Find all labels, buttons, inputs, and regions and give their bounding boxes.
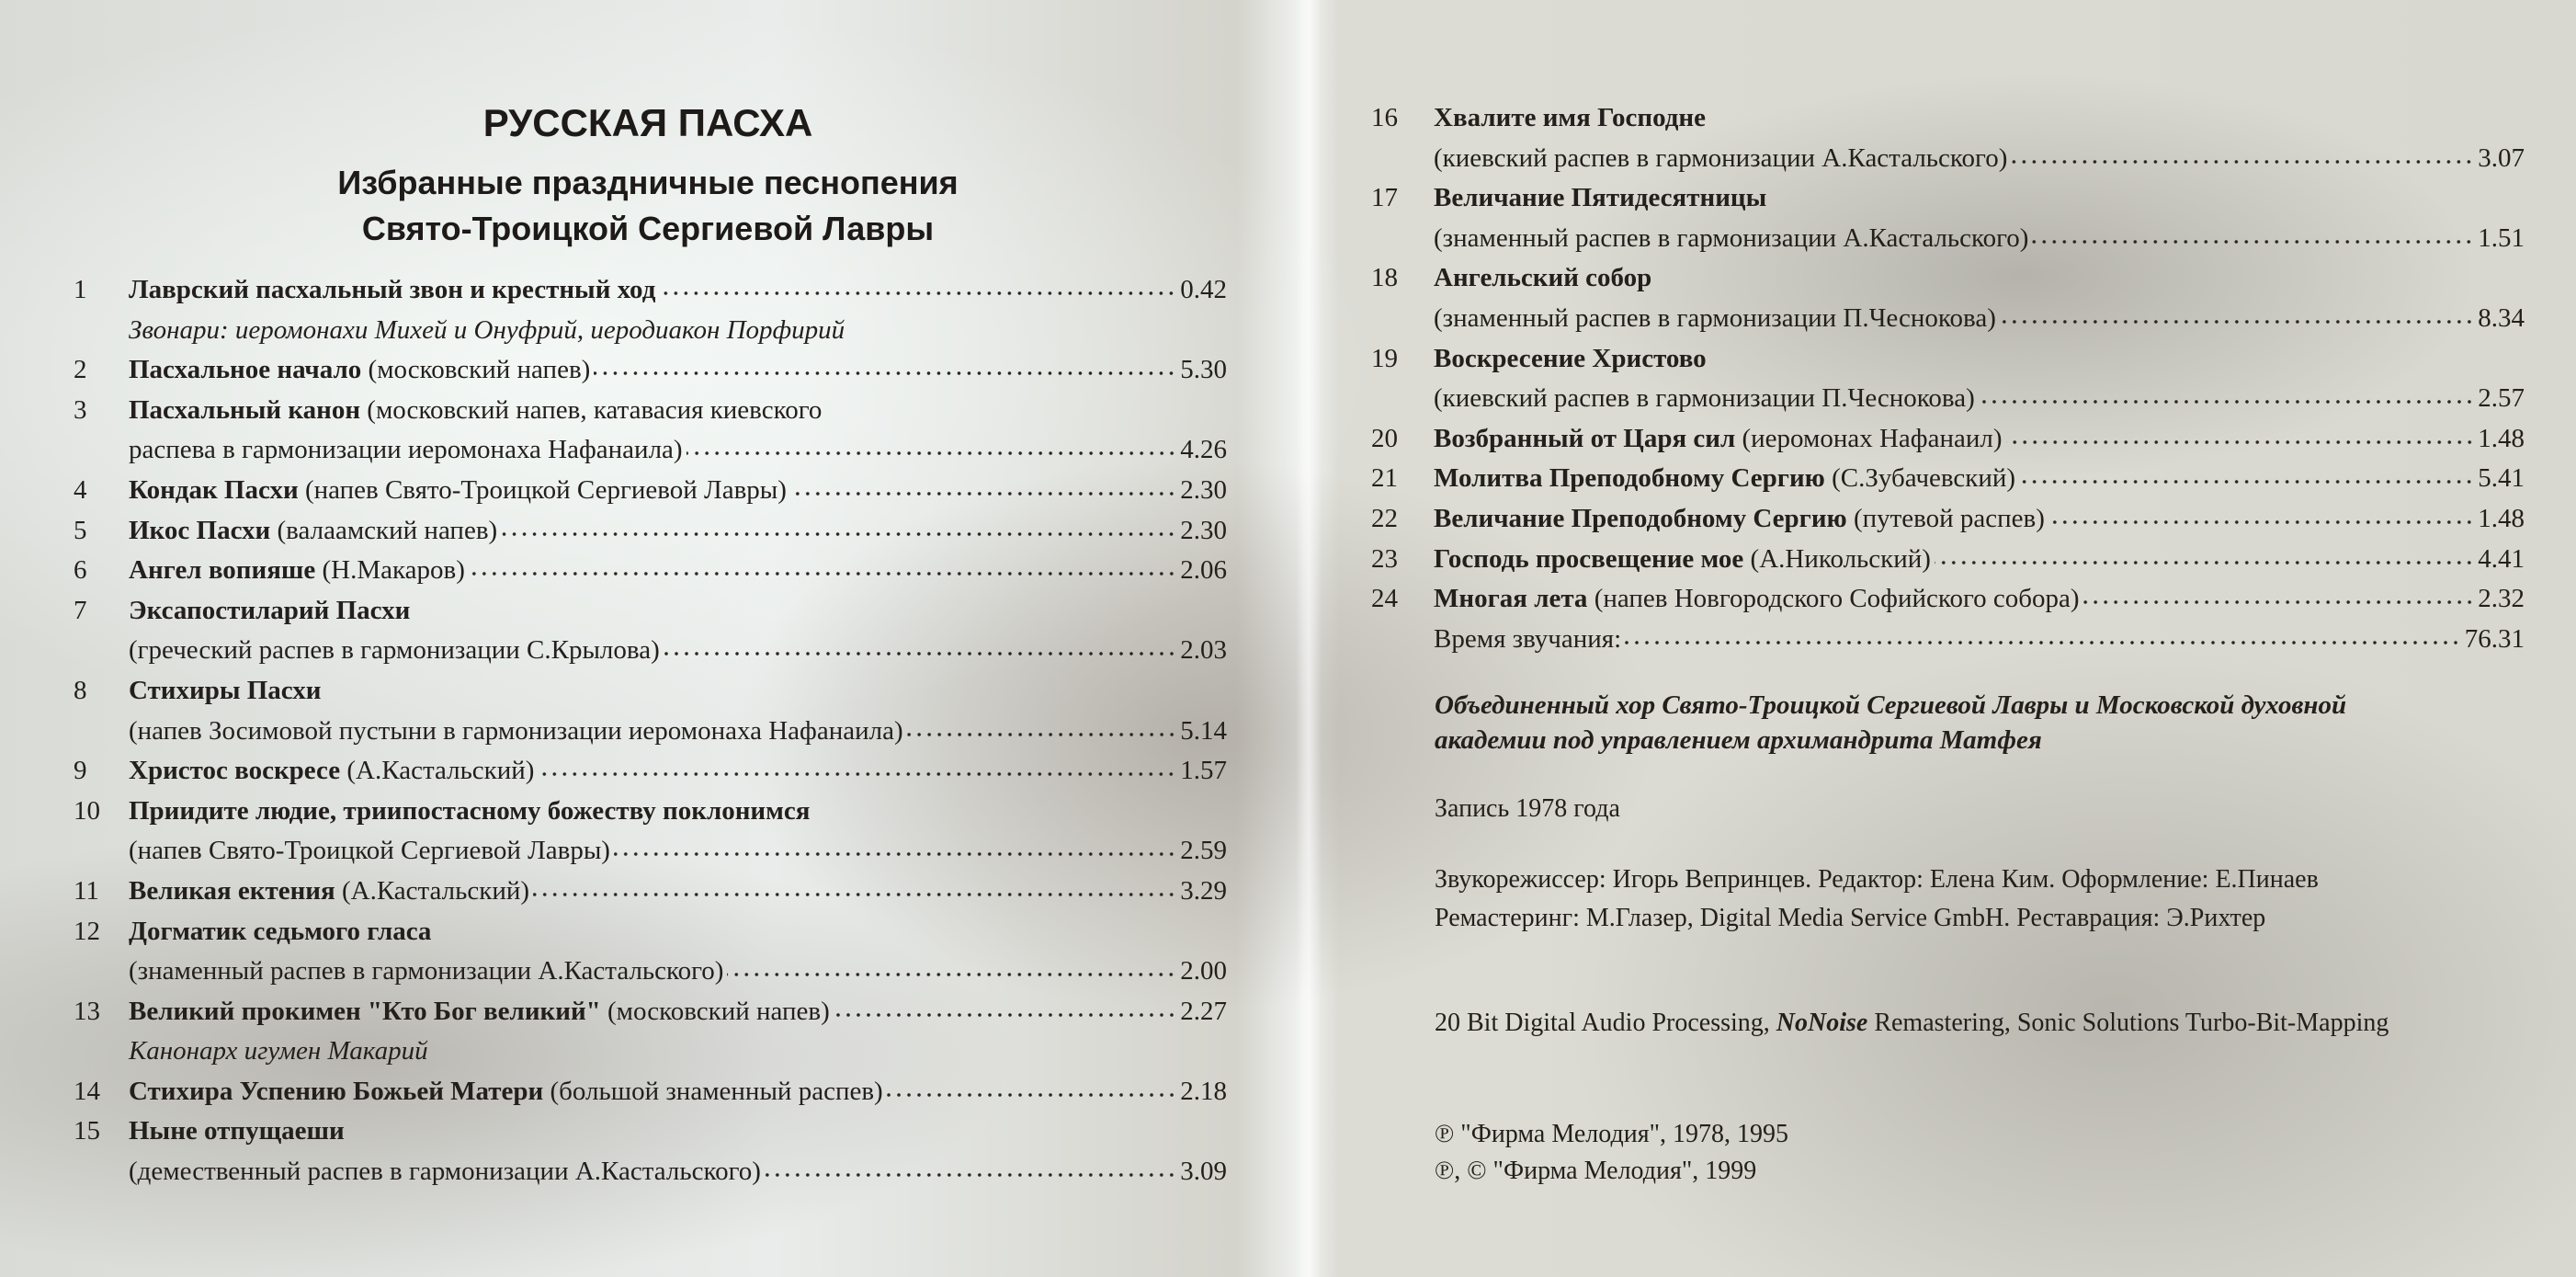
dot-leader: [2083, 598, 2475, 607]
dot-leader: [533, 890, 1176, 899]
dot-leader: [664, 649, 1177, 658]
track-name: Ныне отпущаеши: [129, 1116, 345, 1146]
track-note: (московский напев, катавасия киевского: [360, 394, 823, 425]
track-title: [1434, 379, 1975, 419]
dot-leader: [1935, 558, 2474, 567]
track-title: [1434, 419, 2003, 460]
track-number: 11: [74, 875, 99, 906]
track-note: (демественный распев в гармонизации А.Кастальского): [129, 1157, 761, 1187]
track-name: Величание Пятидесятницы: [1434, 183, 1767, 213]
track-credit-line: [74, 311, 1227, 351]
dot-leader: [469, 569, 1176, 578]
choir-credit: [1435, 688, 2346, 758]
track-line: [74, 551, 1227, 591]
track-title: [129, 712, 903, 752]
track-note: (греческий распев в гармонизации С.Крылова): [129, 635, 660, 666]
track-number: 9: [74, 756, 87, 786]
track-title: [1434, 219, 2028, 259]
dot-leader: [2006, 438, 2475, 447]
track-number: 3: [74, 394, 87, 425]
track-note: (знаменный распев в гармонизации П.Чеснокова): [1434, 302, 1996, 333]
album-subtitle: Избранные праздничные песнопения: [337, 164, 959, 201]
track-title: [129, 912, 431, 952]
track-title: [1434, 459, 2015, 499]
track-number: 1: [74, 275, 87, 304]
track-line: [74, 712, 1227, 752]
dot-leader: [2011, 157, 2474, 166]
track-name: Христос воскресе: [129, 756, 341, 786]
track-title: [129, 831, 610, 872]
tracklist-right: [1371, 98, 2525, 659]
track-line: [1371, 579, 2525, 620]
staff-credit: Звукорежиссер: Игорь Вепринцев. Редактор: Елена Ким. Оформление: Е.Пинаев: [1435, 865, 2319, 894]
dot-leader: [2032, 237, 2474, 246]
track-duration: 3.09: [1180, 1157, 1227, 1187]
track-note: (иеромонах Нафанаил): [1735, 423, 2003, 453]
track-title: [129, 391, 822, 431]
track-title: [129, 471, 787, 511]
choir-line: академии под управлением архимандрита Матфея: [1435, 725, 2042, 755]
track-number: 24: [1371, 584, 1398, 614]
track-duration: 2.59: [1180, 836, 1227, 866]
track-duration: 2.57: [2478, 383, 2525, 414]
track-number: 23: [1371, 543, 1398, 574]
track-duration: 2.30: [1180, 515, 1227, 545]
track-name: Эксапостиларий Пасхи: [129, 595, 411, 625]
track-line: [1371, 258, 2525, 299]
track-title: [129, 591, 410, 632]
track-line: [1371, 139, 2525, 179]
track-line: [1371, 219, 2525, 259]
dot-leader: [1625, 638, 2461, 647]
dot-leader: [501, 530, 1176, 539]
track-name: Стихира Успению Божьей Матери: [129, 1076, 544, 1106]
track-number: 20: [1371, 423, 1398, 453]
track-note: (киевский распев в гармонизации А.Кастальского): [1434, 143, 2008, 173]
track-note: (московский напев): [600, 996, 830, 1026]
track-duration: 1.48: [2478, 503, 2525, 533]
track-duration: 5.41: [2478, 463, 2525, 494]
track-title: [129, 751, 534, 792]
track-title: [1434, 258, 1651, 299]
track-note: (московский напев): [361, 355, 591, 385]
recording-year: Запись 1978 года: [1435, 794, 1620, 823]
track-line: [1371, 419, 2525, 460]
track-duration: 76.31: [2464, 623, 2525, 654]
track-number: 7: [74, 595, 87, 625]
track-number: 4: [74, 474, 87, 505]
track-line: [74, 591, 1227, 632]
nonoise-brand: NoNoise: [1776, 1009, 1868, 1037]
track-duration: 2.32: [2478, 584, 2525, 614]
track-note: (А.Кастальский): [340, 756, 535, 786]
track-title: [129, 792, 810, 832]
dot-leader: [790, 489, 1176, 498]
dot-leader: [834, 1010, 1176, 1020]
dot-leader: [887, 1090, 1177, 1100]
track-note: (С.Зубачевский): [1824, 463, 2016, 494]
track-note: (напев Свято-Троицкой Сергиевой Лавры): [298, 474, 787, 505]
track-duration: 2.03: [1180, 635, 1227, 666]
track-duration: 8.34: [2478, 302, 2525, 333]
track-name: Стихиры Пасхи: [129, 675, 322, 705]
choir-line: Объединенный хор Свято-Троицкой Сергиевой Лавры и Московской духовной: [1435, 690, 2347, 720]
dot-leader: [727, 970, 1176, 979]
tech-text: 20 Bit Digital Audio Processing,: [1435, 1009, 1776, 1037]
track-title: [1434, 98, 1706, 139]
track-name: Икос Пасхи: [129, 515, 271, 545]
track-title: [129, 430, 683, 471]
track-number: 6: [74, 555, 87, 586]
track-title: [129, 671, 322, 712]
track-note: (Н.Макаров): [315, 555, 465, 586]
track-title: [1434, 579, 2080, 620]
track-name: Великая ектения: [129, 875, 335, 906]
track-number: 13: [74, 996, 100, 1026]
track-line: [1371, 178, 2525, 219]
dot-leader: [2048, 518, 2474, 527]
track-title: [129, 631, 660, 671]
staff-credit: Ремастеринг: М.Глазер, Digital Media Service GmbH. Реставрация: Э.Рихтер: [1435, 904, 2266, 932]
track-title: [1434, 620, 1621, 660]
track-name: Воскресение Христово: [1434, 343, 1707, 373]
track-name: Пасхальный канон: [129, 394, 361, 425]
track-note: распева в гармонизации иеромонаха Нафанаила): [129, 435, 683, 465]
track-title: [129, 872, 529, 912]
track-note: (напев Новгородского Софийского собора): [1587, 584, 2080, 614]
dot-leader: [765, 1170, 1176, 1180]
track-duration: 2.30: [1180, 474, 1227, 505]
track-name: Догматик седьмого гласа: [129, 916, 432, 946]
track-title: [129, 1152, 761, 1192]
track-line: [1371, 339, 2525, 380]
track-line: [74, 430, 1227, 471]
track-line: [74, 1112, 1227, 1152]
track-name: Лаврский пасхальный звон и крестный ход: [129, 275, 656, 304]
track-duration: 1.48: [2478, 423, 2525, 453]
track-duration: 4.26: [1180, 435, 1227, 465]
track-number: 22: [1371, 503, 1398, 533]
track-line: [1371, 620, 2525, 660]
track-note: (путевой распев): [1846, 503, 2045, 533]
album-subtitle-2: Свято-Троицкой Сергиевой Лавры: [361, 210, 935, 247]
track-number: 8: [74, 675, 87, 705]
track-name: Хвалите имя Господне: [1434, 103, 1707, 132]
track-number: 14: [74, 1076, 100, 1106]
track-name: Ангел вопияше: [129, 555, 316, 586]
track-duration: 3.07: [2478, 143, 2525, 173]
track-credit: Звонари: иеромонахи Михей и Онуфрий, иеродиакон Порфирий: [129, 314, 845, 345]
track-duration: 1.57: [1180, 756, 1227, 786]
track-line: [74, 631, 1227, 671]
track-duration: 2.27: [1180, 996, 1227, 1026]
track-line: [74, 1152, 1227, 1192]
tracklist-left: [74, 270, 1227, 1192]
track-note: (знаменный распев в гармонизации А.Кастальского): [129, 956, 724, 986]
track-line: [1371, 98, 2525, 139]
track-name: Пасхальное начало: [129, 355, 362, 385]
track-duration: 0.42: [1180, 275, 1227, 304]
dot-leader: [614, 849, 1176, 859]
track-title: [1434, 178, 1766, 219]
copyright: ℗ "Фирма Мелодия", 1978, 1995: [1435, 1120, 1788, 1148]
track-number: 19: [1371, 343, 1398, 373]
album-title: РУССКАЯ ПАСХА: [482, 101, 813, 144]
track-name: Великий прокимен "Кто Бог великий": [129, 996, 601, 1026]
track-number: 12: [74, 916, 100, 946]
dot-leader: [1979, 397, 2474, 406]
track-line: [74, 1072, 1227, 1112]
dot-leader: [594, 369, 1176, 378]
track-line: [1371, 499, 2525, 540]
track-name: Величание Преподобному Сергию: [1434, 503, 1847, 533]
track-note: (напев Зосимовой пустыни в гармонизации иеромонаха Нафанаила): [129, 715, 903, 746]
track-line: [74, 831, 1227, 872]
track-duration: 2.18: [1180, 1076, 1227, 1106]
track-note: (знаменный распев в гармонизации А.Кастальского): [1434, 222, 2029, 253]
track-line: [1371, 299, 2525, 339]
track-line: [74, 992, 1227, 1032]
copyright: ℗, © "Фирма Мелодия", 1999: [1435, 1157, 1757, 1185]
track-line: [74, 270, 1227, 311]
track-title: [1434, 339, 1707, 380]
track-line: [74, 912, 1227, 952]
track-title: [129, 952, 723, 992]
tech-text: Remastering, Sonic Solutions Turbo-Bit-Mapping: [1867, 1009, 2389, 1037]
dot-leader: [2000, 317, 2474, 326]
track-title: [129, 551, 465, 591]
track-title: [129, 992, 830, 1032]
track-title: [129, 1072, 883, 1112]
track-number: 18: [1371, 263, 1398, 293]
track-line: [74, 391, 1227, 431]
track-name: Ангельский собор: [1434, 263, 1652, 293]
track-note: (большой знаменный распев): [543, 1076, 883, 1106]
track-name: Кондак Пасхи: [129, 474, 299, 505]
track-line: [74, 751, 1227, 792]
track-number: 17: [1371, 183, 1398, 213]
track-note: (А.Никольский): [1743, 543, 1931, 574]
track-title: [129, 270, 655, 311]
track-line: [74, 471, 1227, 511]
dot-leader: [538, 770, 1176, 779]
page-fold: [1296, 0, 1322, 1277]
track-title: [129, 350, 590, 391]
track-note: (напев Свято-Троицкой Сергиевой Лавры): [129, 836, 610, 866]
track-line: [74, 350, 1227, 391]
track-title: [129, 511, 497, 552]
track-note: (киевский распев в гармонизации П.Чеснокова): [1434, 383, 1975, 414]
track-line: [74, 792, 1227, 832]
track-line: [74, 511, 1227, 552]
track-line: [74, 671, 1227, 712]
dot-leader: [2019, 477, 2474, 486]
track-line: [74, 872, 1227, 912]
track-name: Приидите людие, триипостасному божеству поклонимся: [129, 795, 811, 826]
track-name: Многая лета: [1434, 584, 1588, 614]
track-title: [1434, 499, 2045, 540]
track-number: 15: [74, 1116, 100, 1146]
track-title: [1434, 299, 1996, 339]
track-number: 5: [74, 515, 87, 545]
track-duration: 5.30: [1180, 355, 1227, 385]
track-duration: 3.29: [1180, 875, 1227, 906]
track-title: [1434, 540, 1931, 580]
track-title: [129, 1112, 345, 1152]
track-note: Время звучания:: [1434, 623, 1622, 654]
dot-leader: [659, 289, 1176, 298]
track-credit: Канонарх игумен Макарий: [129, 1036, 428, 1066]
track-duration: 2.06: [1180, 555, 1227, 586]
track-name: Возбранный от Царя сил: [1434, 423, 1736, 453]
track-name: Господь просвещение мое: [1434, 543, 1744, 574]
track-number: 2: [74, 355, 87, 385]
tech-credit: [1435, 1009, 2389, 1038]
track-duration: 2.00: [1180, 956, 1227, 986]
track-duration: 4.41: [2478, 543, 2525, 574]
track-line: [1371, 540, 2525, 580]
track-note: (валаамский напев): [270, 515, 498, 545]
track-title: [1434, 139, 2007, 179]
track-line: [1371, 459, 2525, 499]
track-credit-line: [74, 1032, 1227, 1072]
track-number: 10: [74, 795, 100, 826]
track-note: (А.Кастальский): [335, 875, 530, 906]
track-line: [74, 952, 1227, 992]
track-number: 16: [1371, 103, 1398, 132]
track-name: Молитва Преподобному Сергию: [1434, 463, 1825, 494]
track-number: 21: [1371, 463, 1398, 494]
dot-leader: [687, 449, 1177, 458]
track-duration: 5.14: [1180, 715, 1227, 746]
track-duration: 1.51: [2478, 222, 2525, 253]
track-line: [1371, 379, 2525, 419]
dot-leader: [907, 730, 1177, 739]
